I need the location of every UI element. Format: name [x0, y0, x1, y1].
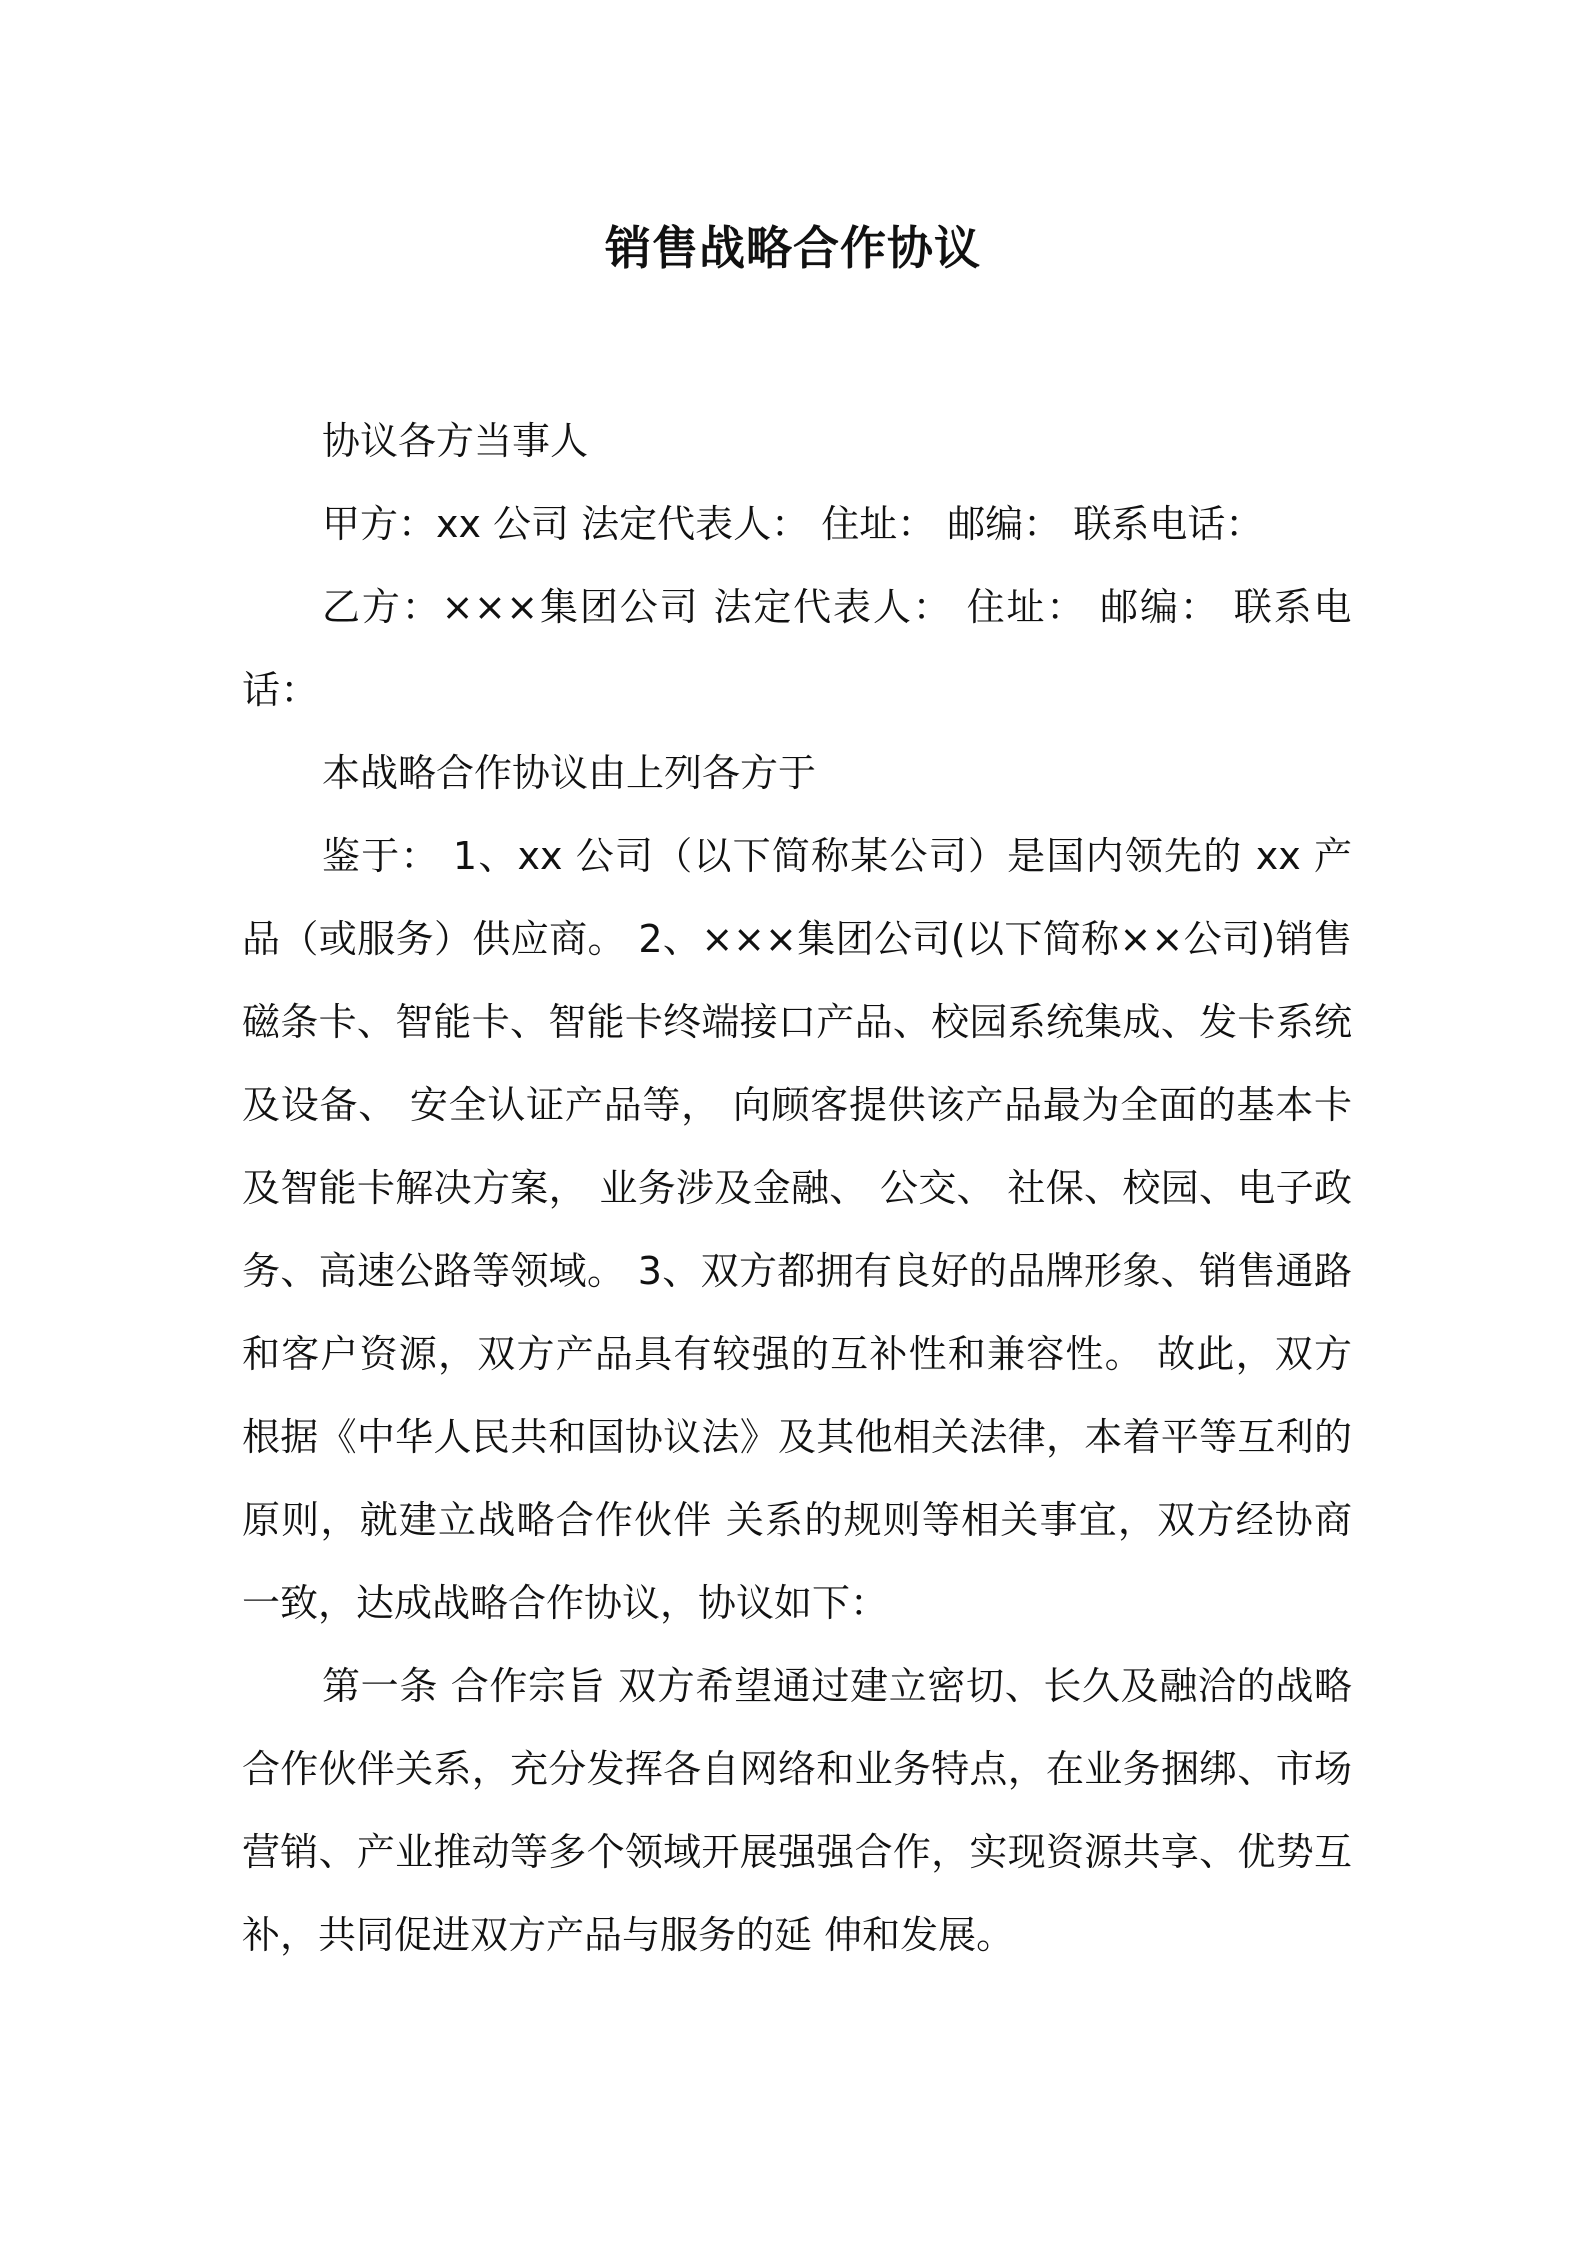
agreement-intro: 本战略合作协议由上列各方于: [322, 751, 817, 795]
document-title: 销售战略合作协议: [605, 221, 981, 275]
article-one: 第一条 合作宗旨 双方希望通过建立密切、长久及融洽的战略合作伙伴关系，充分发挥各自网络和业务特点，在业务捆绑、市场营销、产业推动等多个领域开展强强合作，实现资源共享、优势互补，共同促进双方产品与服务的延 伸和发展。: [242, 1664, 1352, 1957]
document-body: [242, 400, 1352, 1977]
whereas-clause: 鉴于： 1、xx 公司（以下简称某公司）是国内领先的 xx 产品（或服务）供应商。 2、×××集团公司(以下简称××公司)销售磁条卡、智能卡、智能卡终端接口产品、校园系统集成、发卡系统 及设备、 安全认证产品等， 向顾客提供该产品最为全面的基本卡及智能卡解决方案， 业务涉及金融、 公交、 社保、校园、电子政务、高速公路等领域。 3、双方都拥有良好的品牌形象、销售通路和客户资源，双方产品具有较强的互补性和兼容性。 故此，双方根据《中华人民共和国协议法》及其他相关法律，本着平等互利的原则，就建立战略合作伙伴 关系的规则等相关事宜，双方经协商一致，达成战略合作协议，协议如下：: [242, 834, 1352, 1625]
party-b-info: 乙方：×××集团公司 法定代表人： 住址： 邮编： 联系电话：: [242, 585, 1352, 712]
party-a-info: 甲方：xx 公司 法定代表人： 住址： 邮编： 联系电话：: [322, 502, 1264, 546]
parties-heading: 协议各方当事人: [322, 419, 589, 463]
